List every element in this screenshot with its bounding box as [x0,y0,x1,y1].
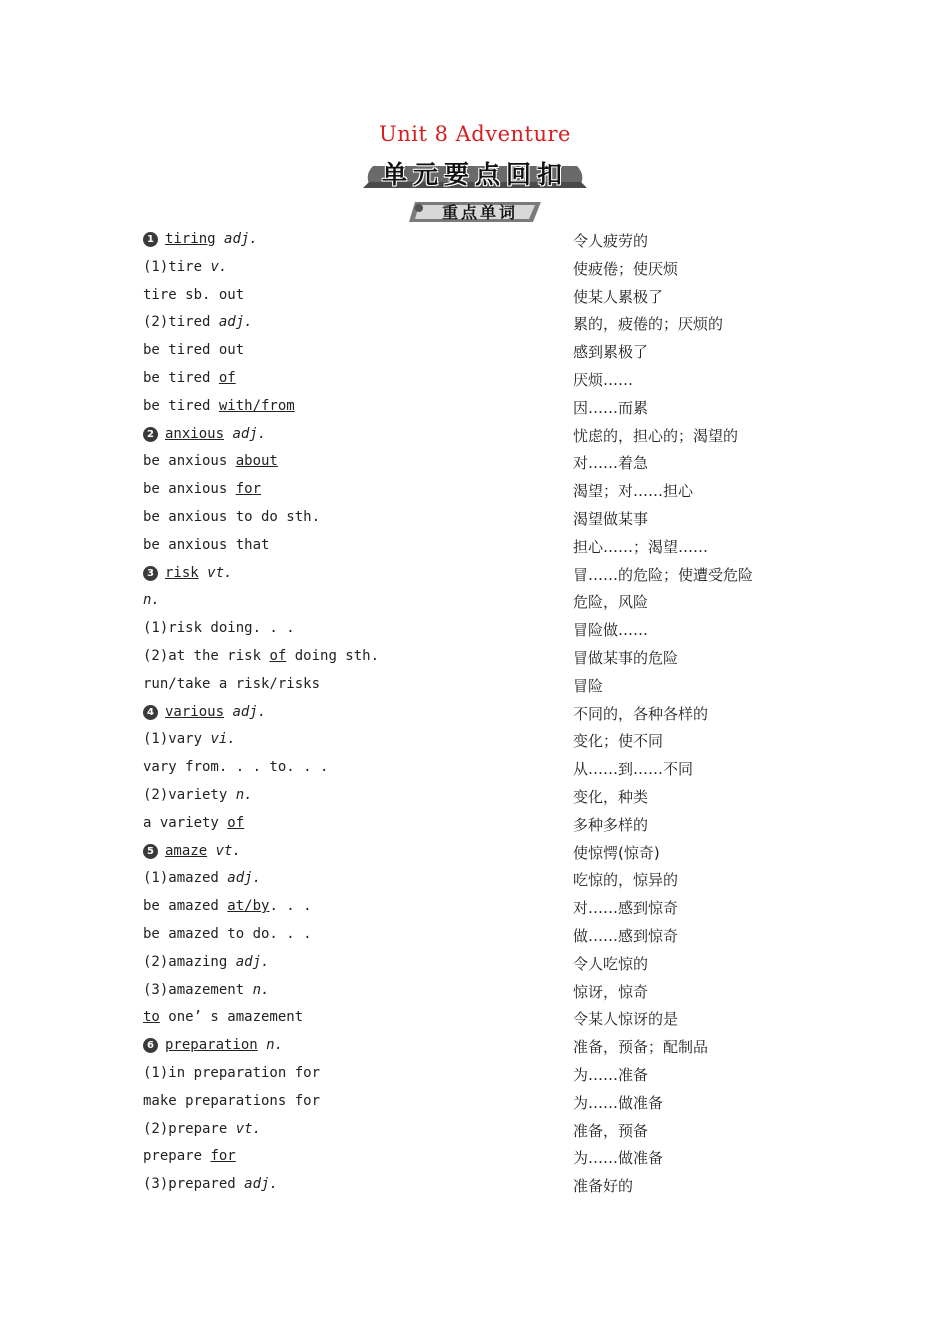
vocab-row [0,617,950,645]
chinese-meaning: 冒做某事的危险 [573,648,679,667]
english-term [143,954,269,970]
chinese-meaning: 惊讶，惊奇 [573,982,649,1001]
english-term [143,453,278,469]
entry-number-badge: 6 [143,1038,158,1053]
chinese-meaning: 冒……的危险；使遭受危险 [573,565,754,584]
vocab-row [0,1062,950,1090]
term-text: be tired out [143,342,245,359]
vocab-row [0,395,950,423]
english-term [143,370,236,386]
vocab-row [0,1090,950,1118]
english-term [143,509,320,525]
underlined-term: to [143,1009,160,1026]
term-text: prepare [143,1148,211,1165]
vocab-row [0,478,950,506]
english-term [143,620,295,636]
vocab-row [0,450,950,478]
term-text: be anxious that [143,536,270,553]
english-term [143,314,253,330]
chinese-meaning: 忧虑的，担心的；渴望的 [573,426,739,445]
vocab-row [0,951,950,979]
term-text: one’ s amazement [159,1009,304,1026]
chinese-meaning: 令某人惊讶的是 [573,1010,679,1029]
part-of-speech: adj. [232,425,267,442]
underlined-term: preparation [165,1037,258,1054]
vocab-row [0,923,950,951]
term-text: be anxious to do sth. [143,508,321,525]
english-term [143,342,244,358]
vocab-row [0,1006,950,1034]
entry-number-badge: 4 [143,705,158,720]
vocab-row [0,423,950,451]
part-of-speech: n. [252,981,270,998]
underlined-term: risk [165,564,199,581]
english-term [143,731,236,747]
part-of-speech: n. [143,592,160,609]
vocab-row [0,367,950,395]
vocab-row [0,979,950,1007]
term-text: a variety [143,814,228,831]
vocab-row [0,840,950,868]
vocab-row [0,506,950,534]
english-term [143,287,244,303]
part-of-speech: n. [235,786,253,803]
vocab-row [0,589,950,617]
vocab-row [0,645,950,673]
vocab-row [0,673,950,701]
term-text: (2)prepare [143,1120,236,1137]
english-term [143,1093,320,1109]
english-term [143,815,244,831]
vocab-row [0,1118,950,1146]
term-text: be amazed to do. . . [143,925,312,942]
term-text: be tired [143,369,219,386]
english-term [143,1121,261,1137]
term-text: doing sth. [286,647,380,664]
vocab-row [0,339,950,367]
term-text: (1)tire [143,258,211,275]
chinese-meaning: 渴望；对……担心 [573,482,694,501]
term-text [216,231,224,247]
english-term [143,676,320,692]
term-text: tire sb. out [143,286,245,303]
english-term [143,759,328,775]
term-text: be anxious [143,481,236,498]
vocab-row [0,534,950,562]
term-text: be tired [143,397,219,414]
vocab-row [0,311,950,339]
chinese-meaning: 对……着急 [573,454,649,473]
english-term [143,926,312,942]
vocab-row [0,228,950,256]
term-text: (2)at the risk [143,647,270,664]
english-term [143,1037,283,1053]
underlined-term: of [269,647,287,664]
chinese-meaning: 累的，疲倦的；厌烦的 [573,315,724,334]
chinese-meaning: 为……准备 [573,1065,649,1084]
flower-icon [415,204,423,212]
vocab-row [0,284,950,312]
english-term [143,704,266,720]
part-of-speech: v. [210,258,228,275]
term-text: (1)amazed [143,870,228,887]
chinese-meaning: 准备，预备 [573,1121,649,1140]
english-term [143,1176,278,1192]
chinese-meaning: 使惊愕(惊奇) [573,843,660,862]
vocabulary-list [0,228,950,1201]
english-term [143,648,379,664]
vocab-row [0,1173,950,1201]
chinese-meaning: 从……到……不同 [573,760,694,779]
term-text: (2)tired [143,314,219,331]
subsection-banner: 重点单词 [441,202,518,222]
vocab-row [0,562,950,590]
underlined-term: at/by [227,898,270,915]
section-banner: 单元要点回扣 [381,160,568,189]
chinese-meaning: 冒险做…… [573,621,649,640]
term-text: (3)prepared [143,1176,245,1193]
chinese-meaning: 为……做准备 [573,1093,664,1112]
part-of-speech: vt. [215,842,241,859]
vocab-row [0,784,950,812]
vocab-row [0,867,950,895]
underlined-term: tiring [165,231,216,247]
vocab-row [0,895,950,923]
chinese-meaning: 准备好的 [573,1177,634,1196]
english-term [143,1148,236,1164]
part-of-speech: adj. [235,953,270,970]
underlined-term: with/from [218,397,295,414]
vocab-row [0,728,950,756]
part-of-speech: adj. [224,231,258,247]
chinese-meaning: 吃惊的，惊异的 [573,871,679,890]
chinese-meaning: 准备，预备；配制品 [573,1038,709,1057]
english-term [143,481,261,497]
term-text: make preparations for [143,1092,321,1109]
chinese-meaning: 变化；使不同 [573,732,664,751]
english-term [143,231,258,247]
term-text: vary from. . . to. . . [143,759,329,776]
underlined-term: anxious [165,425,225,442]
english-term [143,982,269,998]
chinese-meaning: 危险，风险 [573,593,649,612]
entry-number-badge: 1 [143,232,158,247]
term-text: (3)amazement [143,981,253,998]
english-term [143,843,241,859]
english-term [143,1009,303,1025]
chinese-meaning: 多种多样的 [573,815,649,834]
term-text: run/take a risk/risks [143,675,321,692]
vocab-row [0,756,950,784]
page-title: Unit 8 Adventure [379,122,571,146]
chinese-meaning: 令人吃惊的 [573,954,649,973]
chinese-meaning: 感到累极了 [573,343,649,362]
chinese-meaning: 厌烦…… [573,370,634,389]
term-text: (2)amazing [143,953,236,970]
term-text: (1)in preparation for [143,1064,321,1081]
vocab-row [0,1145,950,1173]
chinese-meaning: 令人疲劳的 [573,232,649,250]
term-text: (1)risk doing. . . [143,620,295,637]
english-term [143,398,295,414]
part-of-speech: vt. [235,1120,262,1137]
chinese-meaning: 因……而累 [573,398,649,417]
part-of-speech: vt. [207,564,233,581]
english-term [143,592,160,608]
english-term [143,259,227,275]
term-text [258,1037,266,1053]
underlined-term: of [227,814,245,831]
underlined-term: amaze [165,842,208,859]
english-term [143,1065,320,1081]
term-text: (2)variety [143,786,236,803]
part-of-speech: adj. [244,1176,278,1193]
part-of-speech: adj. [227,870,262,887]
entry-number-badge: 3 [143,566,158,581]
chinese-meaning: 为……做准备 [573,1149,664,1168]
part-of-speech: n. [266,1037,284,1054]
underlined-term: for [235,481,262,498]
chinese-meaning: 冒险 [573,676,604,695]
chinese-meaning: 变化，种类 [573,787,649,806]
chinese-meaning: 使某人累极了 [573,287,664,306]
english-term [143,787,253,803]
term-text: be amazed [143,898,228,915]
underlined-term: of [218,369,236,386]
term-text [207,843,215,859]
entry-number-badge: 2 [143,427,158,442]
chinese-meaning: 对……感到惊奇 [573,899,679,918]
chinese-meaning: 做……感到惊奇 [573,926,679,945]
part-of-speech: adj. [218,314,253,331]
underlined-term: for [210,1148,236,1165]
underlined-term: various [165,703,225,720]
vocab-row [0,256,950,284]
term-text [199,565,207,581]
chinese-meaning: 渴望做某事 [573,509,649,528]
part-of-speech: adj. [232,703,267,720]
chinese-meaning: 使疲倦；使厌烦 [573,259,679,278]
term-text: (1)vary [143,731,211,748]
vocab-row [0,1034,950,1062]
term-text: . . . [269,898,312,915]
chinese-meaning: 担心……；渴望…… [573,537,709,556]
term-text: be anxious [143,453,236,470]
chinese-meaning: 不同的，各种各样的 [573,704,709,723]
vocab-row [0,812,950,840]
english-term [143,870,261,886]
vocab-row [0,701,950,729]
english-term [143,898,312,914]
part-of-speech: vi. [210,731,236,748]
english-term [143,565,232,581]
english-term [143,537,269,553]
english-term [143,426,266,442]
underlined-term: about [235,453,278,470]
entry-number-badge: 5 [143,844,158,859]
